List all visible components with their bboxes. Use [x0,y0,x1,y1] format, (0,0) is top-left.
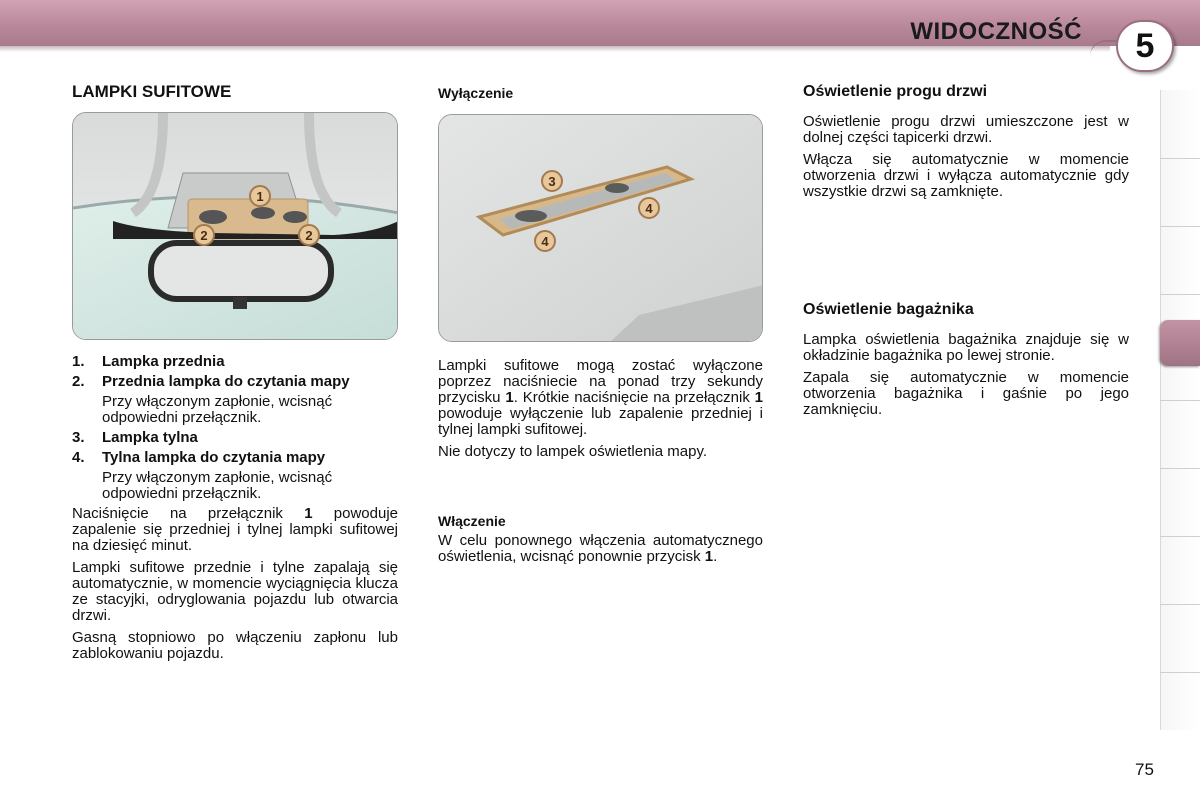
paragraph: Zapala się automatycznie w momencie otworzenia bagażnika i gaśnie po jego zamknięciu. [803,369,1129,418]
lamp-list-cont [72,430,398,466]
column-switching [438,84,763,571]
svg-text:2: 2 [305,228,313,243]
callout-marker [639,198,659,218]
list-item: 2. Przednia lampka do czytania mapy [72,373,350,390]
svg-text:1: 1 [256,189,264,204]
rear-lights-figure [438,114,763,342]
paragraph: Lampki sufitowe mogą zostać wyłączone poprzez naciśniecie na ponad trzy sekundy przycisku 1. Krótkie naciśnięcie na przełącznik 1 powoduje wyłączenie lub zapalenie przedniej i tylnej lampki sufitowej. [438,357,763,438]
svg-text:4: 4 [645,201,653,216]
tab-divider [1160,158,1200,159]
ceiling-lights-illustration [73,113,398,340]
rear-lights-illustration [439,115,763,342]
tab-divider [1160,294,1200,295]
list-item: 1. Lampka przednia [72,353,225,370]
chapter-title: WIDOCZNOŚĆ [910,18,1082,45]
callout-marker [299,225,319,245]
list-item: 4. Tylna lampka do czytania mapy [72,449,326,466]
svg-text:2: 2 [200,228,208,243]
tab-divider [1160,226,1200,227]
section-heading: LAMPKI SUFITOWE [72,82,232,101]
callout-marker [535,231,555,251]
tab-divider [1160,400,1200,401]
page-number: 75 [1135,760,1154,779]
paragraph: Włącza się automatycznie w momencie otworzenia drzwi i wyłącza automatycznie gdy wszystkie drzwi są zamknięte. [803,151,1129,200]
active-chapter-tab[interactable] [1160,320,1200,366]
svg-text:3: 3 [548,174,556,189]
section-heading-door: Oświetlenie progu drzwi [803,83,988,100]
chapter-tab-strip [1160,90,1200,730]
paragraph: Gasną stopniowo po włączeniu zapłonu lub zablokowaniu pojazdu. [72,629,398,662]
list-note: Przy włączonym zapłonie, wcisnąć odpowiedni przełącznik. [102,393,333,426]
tab-divider [1160,468,1200,469]
paragraph: W celu ponownego włączenia automatycznego oświetlenia, wcisnąć ponownie przycisk 1. [438,532,763,565]
subheading-off: Wyłączenie [438,85,514,101]
section-heading-trunk: Oświetlenie bagażnika [803,301,974,318]
callout-marker [194,225,214,245]
chapter-number-badge: 5 [1116,20,1174,72]
tab-divider [1160,536,1200,537]
paragraph: Naciśnięcie na przełącznik 1 powoduje zapalenie się przedniej i tylnej lampki sufitowej na dziesięć minut. [72,505,399,554]
callout-marker [250,186,270,206]
column-other-lights [803,84,1129,424]
svg-text:4: 4 [541,234,549,249]
paragraph: Lampki sufitowe przednie i tylne zapalają się automatycznie, w momencie wyciągnięcia klucza ze stacyjki, odryglowania pojazdu lub otwarcia drzwi. [72,559,398,624]
callout-marker [542,171,562,191]
paragraph: Nie dotyczy to lampek oświetlenia mapy. [438,443,708,460]
paragraph: Oświetlenie progu drzwi umieszczone jest w dolnej części tapicerki drzwi. [803,113,1129,146]
list-note: Przy włączonym zapłonie, wcisnąć odpowiedni przełącznik. [102,469,333,502]
lamp-list [72,354,398,390]
header-shadow [0,46,1110,52]
ceiling-lights-figure [72,112,398,340]
list-item: 3. Lampka tylna [72,429,198,446]
subheading-on: Włączenie [438,513,506,529]
paragraph: Lampka oświetlenia bagażnika znajduje się w okładzinie bagażnika po lewej stronie. [803,331,1129,364]
tab-divider [1160,604,1200,605]
column-ceiling-lights [72,84,398,668]
tab-divider [1160,672,1200,673]
